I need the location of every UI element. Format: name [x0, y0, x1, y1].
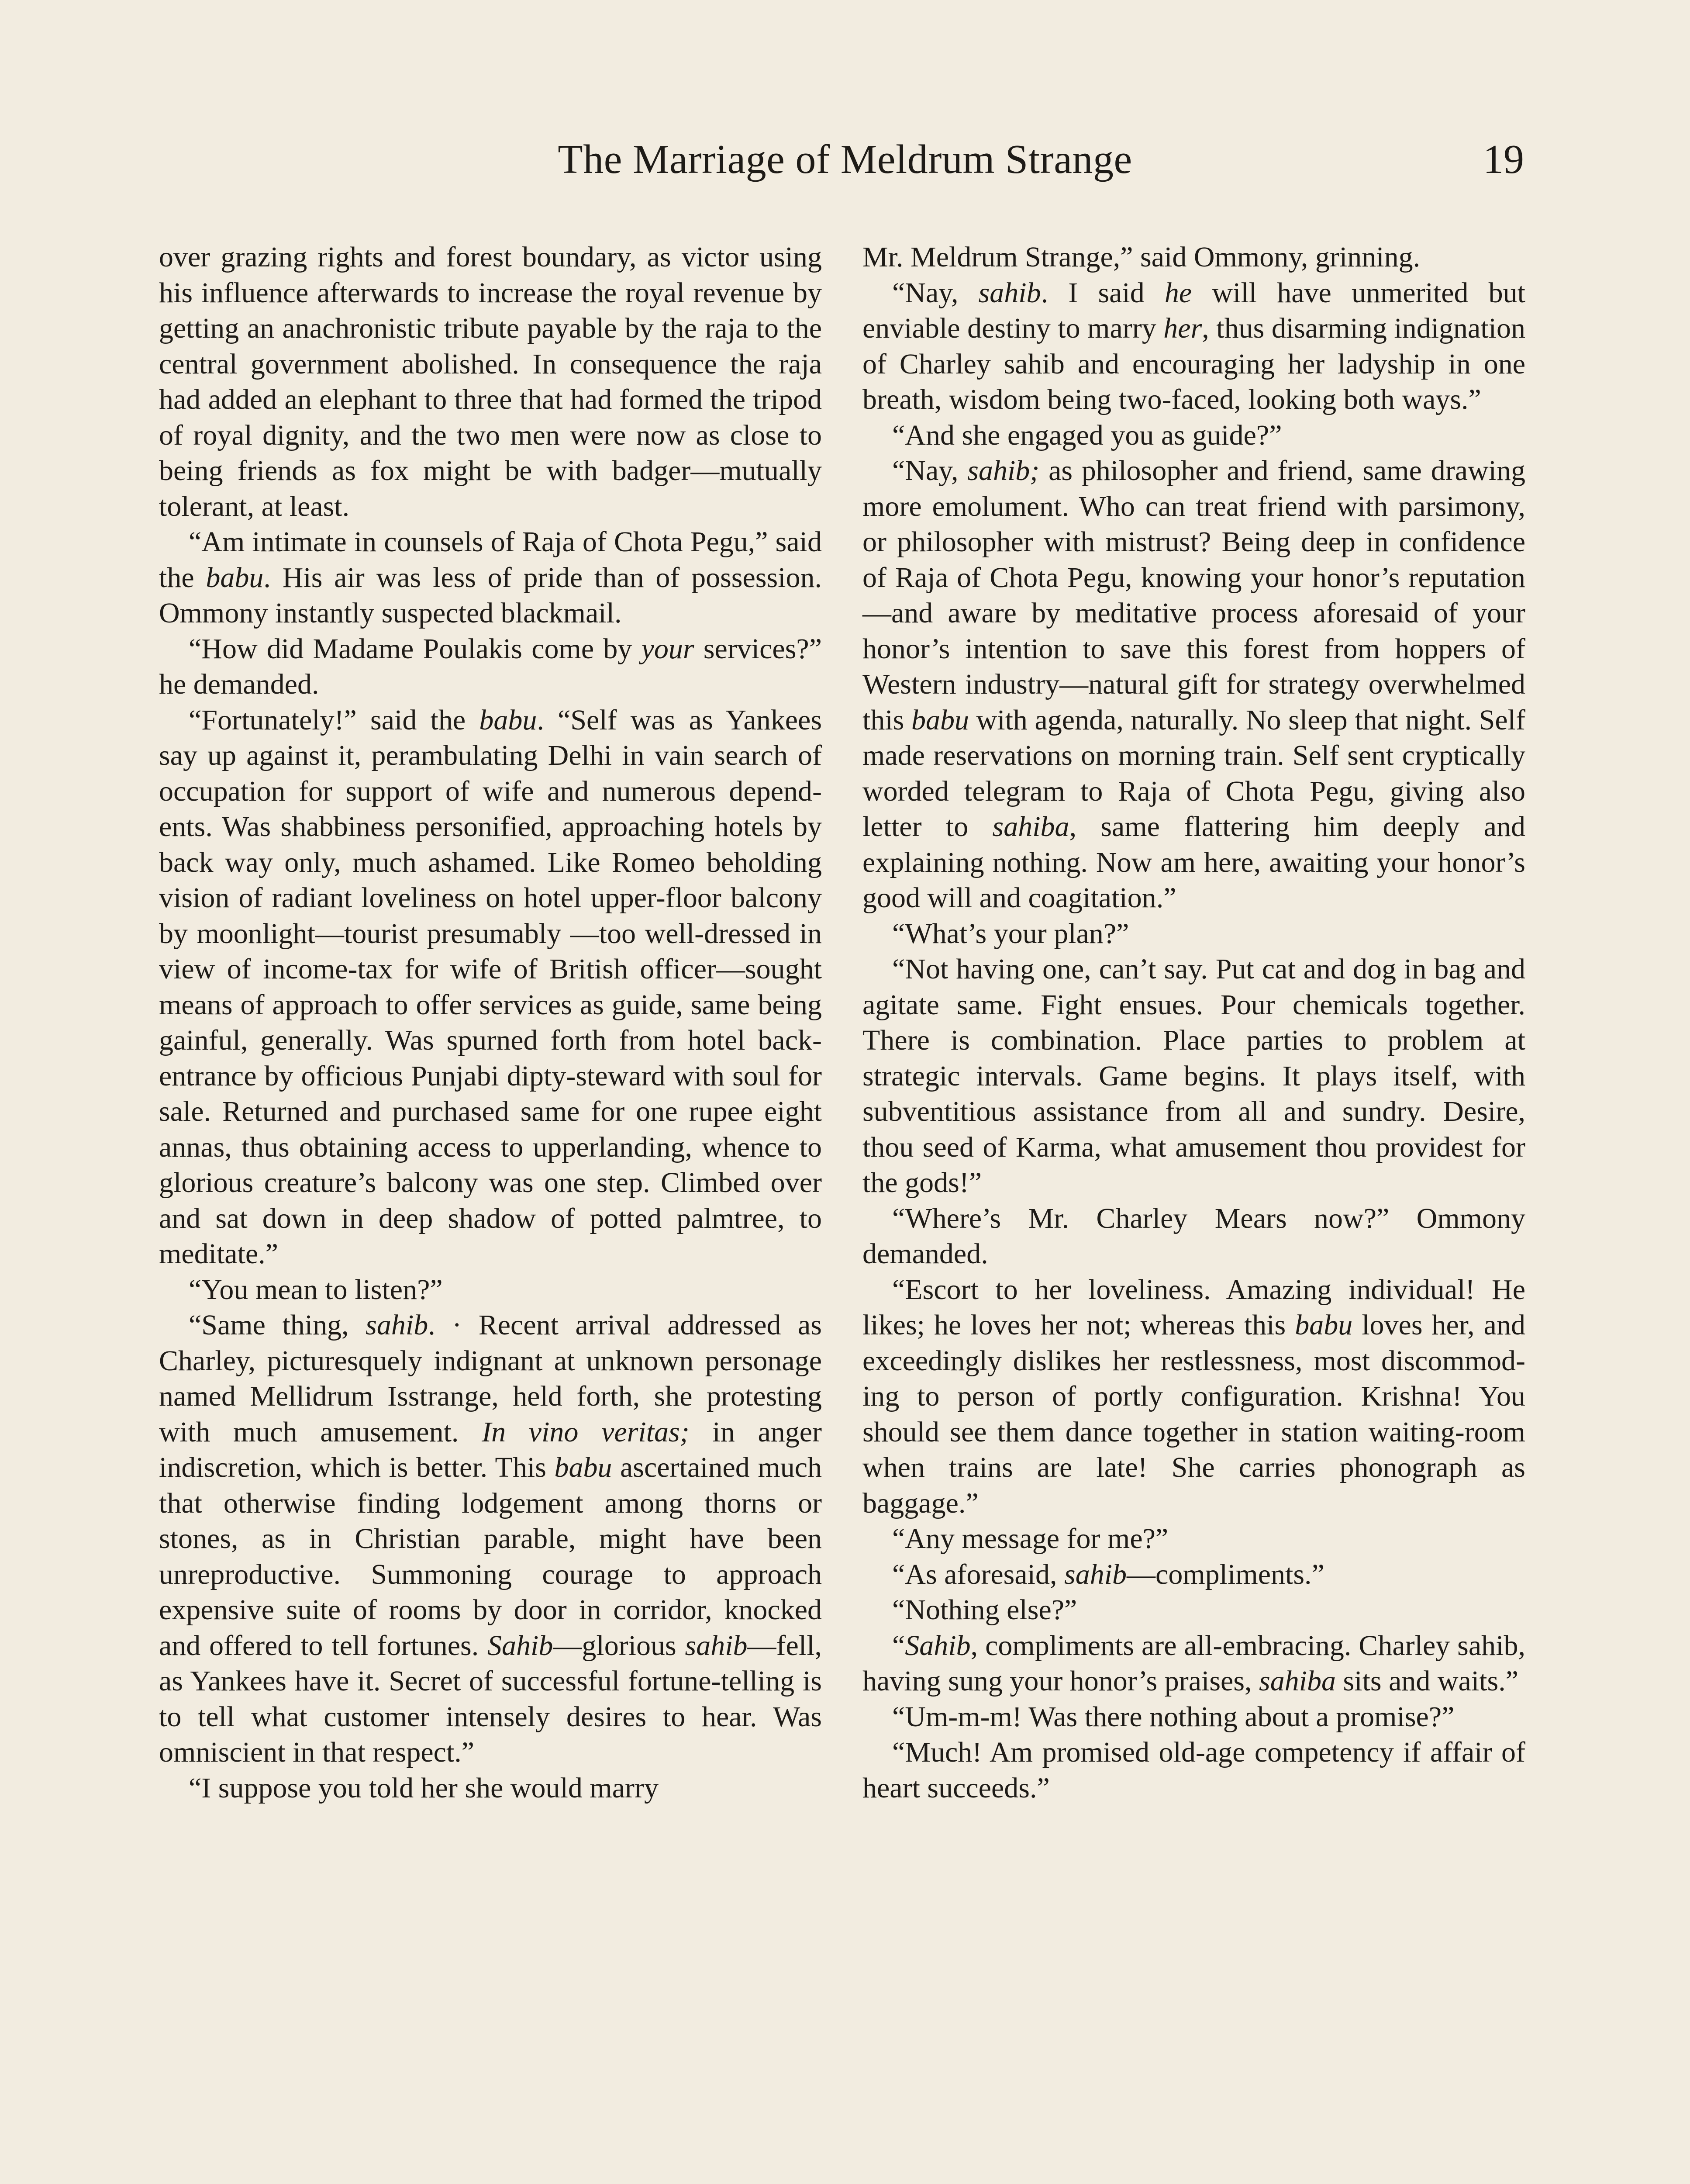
right-text-column	[862, 239, 1525, 1806]
italic-text: Sahib	[905, 1629, 971, 1662]
paragraph	[862, 1201, 1525, 1272]
italic-text: sahib	[366, 1309, 428, 1341]
text-run: “I suppose you told her she would marry	[189, 1772, 659, 1804]
italic-text: sahib;	[967, 455, 1040, 487]
italic-text: he	[1164, 276, 1192, 309]
paragraph	[159, 631, 822, 702]
italic-text: Sahib	[487, 1629, 553, 1662]
paragraph	[862, 1628, 1525, 1699]
paragraph	[862, 239, 1525, 275]
text-run: Mr. Meldrum Strange,” said Ommony, grinning.	[862, 241, 1421, 273]
paragraph	[862, 1735, 1525, 1806]
paragraph	[159, 1770, 822, 1806]
text-run: will have unmerited but enviable destiny to marry	[862, 276, 1526, 344]
paragraph	[862, 418, 1525, 453]
text-run: as philosopher and friend, same drawing more emolument. Who can treat friend with parsimony, or philosopher with mistrust? Being deep in confidence of Raja of Chota Pegu, knowing your honor’s reputation—and aware by meditative process aforesaid of your honor’s intention to save this forest from hoppers of Western industry—natural gift for strategy overwhelmed this	[862, 455, 1526, 736]
paragraph	[862, 916, 1525, 952]
text-run: “How did Madame Poulakis come by	[189, 632, 642, 665]
text-run: , same flattering him deeply and explaining nothing. Now am here, awaiting your honor’s good will and coagitation.”	[862, 811, 1525, 914]
paragraph	[159, 239, 822, 524]
text-run: “Where’s Mr. Charley Mears now?” Ommony demanded.	[862, 1202, 1525, 1270]
text-run: “And she engaged you as guide?”	[892, 419, 1282, 451]
paragraph	[159, 702, 822, 1272]
italic-text: sahiba	[1259, 1665, 1336, 1697]
text-run: —fell, as Yankees have it. Secret of successful fortune-telling is to tell what customer intensely desires to hear. Was omniscient in that respect.”	[159, 1629, 822, 1768]
text-run: “Nay,	[892, 455, 968, 487]
italic-text: babu	[479, 704, 537, 736]
text-run: . “Self was as Yankees say up against it, perambulating Delhi in vain search of occupation for support of wife and numerous dependents. Was shabbiness personified, approaching hotels by back way only, much ashamed. Like Romeo beholding vision of radiant loveliness on hotel upper-floor balcony by moonlight—tourist presumably —too well-dressed in view of income-tax for wife of British officer—sought means of approach to offer services as guide, same being gainful, generally. Was spurned forth from hotel back-entrance by officious Punjabi dipty-steward with soul for sale. Returned and purchased same for one rupee eight annas, thus obtaining access to upperlanding, whence to glorious creature’s balcony was one step. Climbed over and sat down in deep shadow of potted palmtree, to meditate.”	[159, 704, 822, 1270]
italic-text: babu	[206, 561, 264, 594]
text-run: —glorious	[553, 1629, 685, 1662]
text-run: with agenda, naturally. No sleep that night. Self made reservations on morning train. Self sent cryptically worded telegram to Raja of Chota Pegu, giving also letter to	[862, 704, 1525, 843]
text-run: “Nothing else?”	[892, 1594, 1077, 1626]
paragraph	[862, 275, 1525, 418]
text-run: “Um-m-m! Was there nothing about a promise?”	[892, 1700, 1455, 1733]
italic-text: sahiba	[992, 811, 1069, 843]
left-text-column	[159, 239, 822, 1806]
text-run: sits and waits.”	[1336, 1665, 1518, 1697]
text-run: “	[892, 1629, 905, 1662]
paragraph	[159, 524, 822, 631]
paragraph	[159, 1307, 822, 1770]
text-run: “What’s your plan?”	[892, 917, 1129, 950]
italic-text: your	[641, 632, 694, 665]
paragraph	[862, 1699, 1525, 1735]
italic-text: babu	[1295, 1309, 1353, 1341]
italic-text: sahib	[978, 276, 1041, 309]
italic-text: sahib	[1064, 1558, 1127, 1590]
text-run: . I said	[1041, 276, 1165, 309]
page-header-title: The Marriage of Meldrum Strange	[558, 137, 1132, 182]
paragraph	[862, 951, 1525, 1201]
text-run: “Nay,	[892, 276, 979, 309]
text-run: . His air was less of pride than of possession. Ommony instantly suspected blackmail.	[159, 561, 822, 629]
italic-text: her	[1163, 312, 1202, 344]
page-number: 19	[1483, 137, 1524, 182]
text-run: in anger indiscretion, which is better. This	[159, 1416, 822, 1483]
text-run: services?” he demanded.	[159, 632, 822, 700]
text-run: ascertained much that otherwise finding lodgement among thorns or stones, as in Christian parable, might have been unreproductive. Summoning courage to approach expensive suite of rooms by door in corridor, knocked and offered to tell fortunes.	[159, 1451, 822, 1662]
text-run: “Much! Am promised old-age competency if affair of heart succeeds.”	[862, 1736, 1525, 1804]
text-run: over grazing rights and forest boundary, as victor using his influence afterwards to increase the royal revenue by getting an anachronistic tribute payable by the raja to the central government abolished. In consequence the raja had added an elephant to three that had formed the tripod of royal dignity, and the two men were now as close to being friends as fox might be with badger—mutually tolerant, at least.	[159, 241, 822, 522]
paragraph	[862, 453, 1525, 916]
text-run: loves her, and exceedingly dislikes her restlessness, most discommoding to person of portly configuration. Krishna! You should see them dance together in station waiting-room when trains are late! She carries phonograph as baggage.”	[862, 1309, 1525, 1519]
paragraph	[862, 1592, 1525, 1628]
italic-text: In vino veritas;	[482, 1416, 690, 1448]
paragraph	[862, 1521, 1525, 1557]
text-run: “Am intimate in counsels of Raja of Chota Pegu,” said the	[159, 526, 822, 594]
italic-text: babu	[911, 704, 969, 736]
italic-text: sahib	[685, 1629, 748, 1662]
text-run: “As aforesaid,	[892, 1558, 1065, 1590]
paragraph	[862, 1557, 1525, 1593]
text-run: “You mean to listen?”	[189, 1273, 443, 1306]
text-run: “Not having one, can’t say. Put cat and dog in bag and agitate same. Fight ensues. Pour chemicals together. There is combination. Place parties to problem at strategic intervals. Game begins. It plays itself, with subventitious assistance from all and sundry. Desire, thou seed of Karma, what amusement thou providest for the gods!”	[862, 953, 1525, 1199]
paragraph	[159, 1272, 822, 1308]
text-run: —compliments.”	[1127, 1558, 1324, 1590]
text-run: “Any message for me?”	[892, 1523, 1169, 1555]
text-run: , thus disarming indignation of Charley sahib and encouraging her ladyship in one breath, wisdom being two-faced, looking both ways.”	[862, 312, 1525, 415]
text-run: “Same thing,	[189, 1309, 366, 1341]
text-run: . · Recent arrival addressed as Charley, picturesquely indignant at unknown personage named Mellidrum Isstrange, held forth, she protesting with much amusement.	[159, 1309, 822, 1448]
text-run: “Escort to her loveliness. Amazing individual! He likes; he loves her not; whereas this	[862, 1273, 1525, 1341]
text-run: “Fortunately!” said the	[189, 704, 479, 736]
text-run: , compliments are all-embracing. Charley sahib, having sung your honor’s praises,	[862, 1629, 1525, 1697]
italic-text: babu	[554, 1451, 612, 1483]
paragraph	[862, 1272, 1525, 1521]
